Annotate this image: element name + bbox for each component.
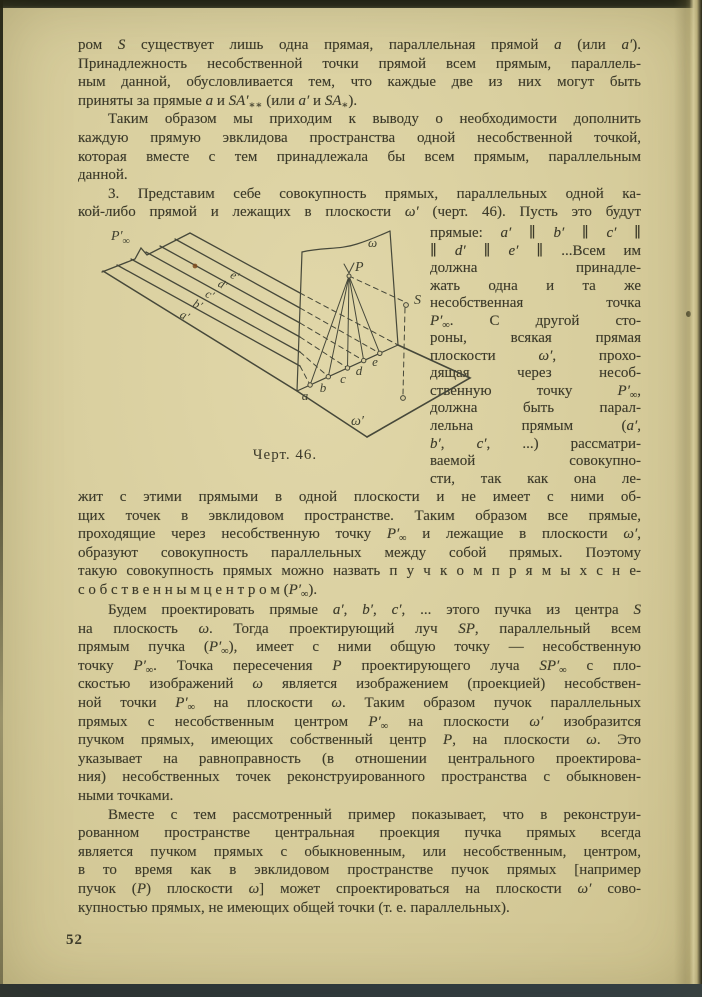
text-line: скостью изображений ω является изображением (проекцией) несобствен- <box>78 676 641 693</box>
page-number: 52 <box>66 932 83 948</box>
text-line: b′, c′, ...) рассматри- <box>430 435 641 452</box>
text-line: должна принадле- <box>430 260 641 277</box>
svg-text:c′: c′ <box>203 286 217 303</box>
figure-chert-46 <box>55 222 485 467</box>
text-line: прямых с несобственным центром $P'_\infty$ на плоскости ω′ изобразится <box>78 713 641 732</box>
text-line: должна быть парал- <box>430 400 641 417</box>
trace-point-labels <box>302 354 378 403</box>
svg-text:b′: b′ <box>190 296 205 313</box>
paper-speck <box>193 264 198 269</box>
text-line: кой-либо прямой и лежащих в плоскости ω′ (черт. 46). Пусть это будут <box>78 204 641 221</box>
label-omega-prime: ω′ <box>351 414 364 429</box>
top-paragraphs <box>78 36 641 222</box>
scan-edge-left <box>0 0 3 997</box>
text-line: приняты за прямые a и $SA'_{∗∗}$ (или a′ и $SA_∗$). <box>78 92 358 111</box>
text-line: такую совокупность прямых можно назвать п у ч к о м п р я м ы х с н е- <box>78 563 641 580</box>
text-line: ∥ d′ ∥ e′ ∥ ...Всем им <box>430 242 641 259</box>
figure-caption: Черт. 46. <box>252 447 318 463</box>
text-line: точку $P'_\infty$. Точка пересечения P проектирующего луча $SP'_\infty$ с пло- <box>78 657 641 676</box>
text-line: лельна прямым (a′, <box>430 418 641 435</box>
line-c-prime <box>146 252 300 337</box>
text-line: пучком прямых, имеющих собственный центр P, на плоскости ω. Это <box>78 732 641 749</box>
text-line: 3. Представим себе совокупность прямых, параллельных одной ка- <box>108 185 641 202</box>
line-b-prime <box>131 259 300 352</box>
plane-omega-prime-front-edges <box>367 345 470 437</box>
text-line: сти, так как она ле- <box>430 470 641 487</box>
S-drop-line <box>403 308 405 394</box>
label-P: P <box>355 260 364 275</box>
text-line: прямые: a′ ∥ b′ ∥ c′ ∥ <box>430 225 641 241</box>
text-line: ными точками. <box>78 787 174 804</box>
arrow-mark-above-P <box>344 263 354 273</box>
svg-text:e: e <box>372 354 378 369</box>
point-S-marker <box>404 303 409 308</box>
svg-text:e′: e′ <box>228 267 242 284</box>
text-line: Будем проектировать прямые a′, b′, c′, ... этого пучка из центра S <box>108 602 641 618</box>
text-line: прямым пучка $(P'_\infty)$, имеет с ними общую точку — несобственную <box>78 639 641 657</box>
lower-paragraphs <box>78 601 641 917</box>
scan-edge-top <box>0 0 702 8</box>
text-line: ственную точку $P'_\infty$, <box>430 382 641 401</box>
text-line: на плоскость ω. Тогда проектирующий луч SP, параллельный всем <box>78 620 641 637</box>
text-line: Таким образом мы приходим к выводу о необходимости дополнить <box>108 111 641 128</box>
svg-text:a′: a′ <box>177 307 192 324</box>
text-line: щих точек в эвклидовом пространстве. Таким образом все прямые, <box>78 507 641 524</box>
text-line: дящая через несоб- <box>430 365 641 382</box>
text-line: Вместе с тем рассмотренный пример показывает, что в реконструи- <box>108 806 641 823</box>
text-line: данной. <box>78 167 128 184</box>
text-line: в то время как в эвклидовом пространстве пучок прямых [например <box>78 862 641 879</box>
text-line: указывает на равноправность (в отношении центрального проектирова- <box>78 750 641 767</box>
text-line: $P'_\infty$. С другой сто- <box>430 312 641 331</box>
text-line: которая вместе с тем принадлежала бы всем прямым, параллельным <box>78 148 641 165</box>
text-line: с о б с т в е н н ы м ц е н т р о м $(P'_\infty)$. <box>78 581 318 600</box>
label-P-infinity: $P'_\infty$ <box>111 229 130 247</box>
text-line: жит с этими прямыми в одной плоскости и не имеет с ними об- <box>78 489 641 505</box>
strip-far-edge <box>190 233 300 293</box>
svg-text:a: a <box>301 388 309 403</box>
S-foot-marker <box>401 396 406 401</box>
text-line: проходящие через несобственную точку $P'_\infty$ и лежащие в плоскости ω′, <box>78 526 641 544</box>
line-a-prime <box>117 265 300 366</box>
text-line: Принадлежность несобственной точки прямой всем прямым, параллель- <box>78 55 641 72</box>
label-omega: ω <box>368 235 378 250</box>
text-line: плоскости ω′, прохо- <box>430 347 641 364</box>
plane-omega-right-edge <box>390 231 398 345</box>
text-line: ния) несобственных точек реконструированного пространства с обыкновен- <box>78 769 641 786</box>
text-line: рованном пространстве центральная проекция пучка прямых всегда <box>78 825 641 842</box>
text-line: является пучком прямых с обыкновенным, или несобственным, центром, <box>78 843 641 860</box>
scan-edge-bottom <box>0 984 702 997</box>
plane-omega-prime-near-edge <box>103 271 367 437</box>
text-line: роны, всякая прямая <box>430 330 641 347</box>
svg-text:c: c <box>340 371 346 386</box>
text-line: ным данной, обусловливается тем, что каждые две из них могут быть <box>78 74 641 91</box>
svg-text:d: d <box>355 363 363 378</box>
mid-paragraphs <box>78 488 641 600</box>
text-line: ной точки $P'_\infty$ на плоскости ω. Таким образом пучок параллельных <box>78 694 641 713</box>
text-line: несобственная точка <box>430 295 641 312</box>
text-line: пучок (P) плоскости ω] может спроектироваться на плоскости ω′ сово- <box>78 880 641 897</box>
svg-text:d′: d′ <box>215 276 230 293</box>
text-line: ваемой совокупно- <box>430 453 641 470</box>
svg-text:b: b <box>319 380 327 395</box>
text-line: ром S существует лишь одна прямая, параллельная прямой a (или a′). <box>78 37 641 53</box>
label-S: S <box>414 293 421 308</box>
text-line: купностью прямых, не имеющих общей точки (т. е. параллельных). <box>78 899 510 916</box>
scan-edge-right <box>674 0 702 997</box>
text-line: образуют совокупность параллельных между собой прямых. Поэтому <box>78 544 641 561</box>
text-line: каждую прямую эвклидова пространства одной несобственной точкой, <box>78 129 641 146</box>
text-line: жать одна и та же <box>430 277 641 294</box>
